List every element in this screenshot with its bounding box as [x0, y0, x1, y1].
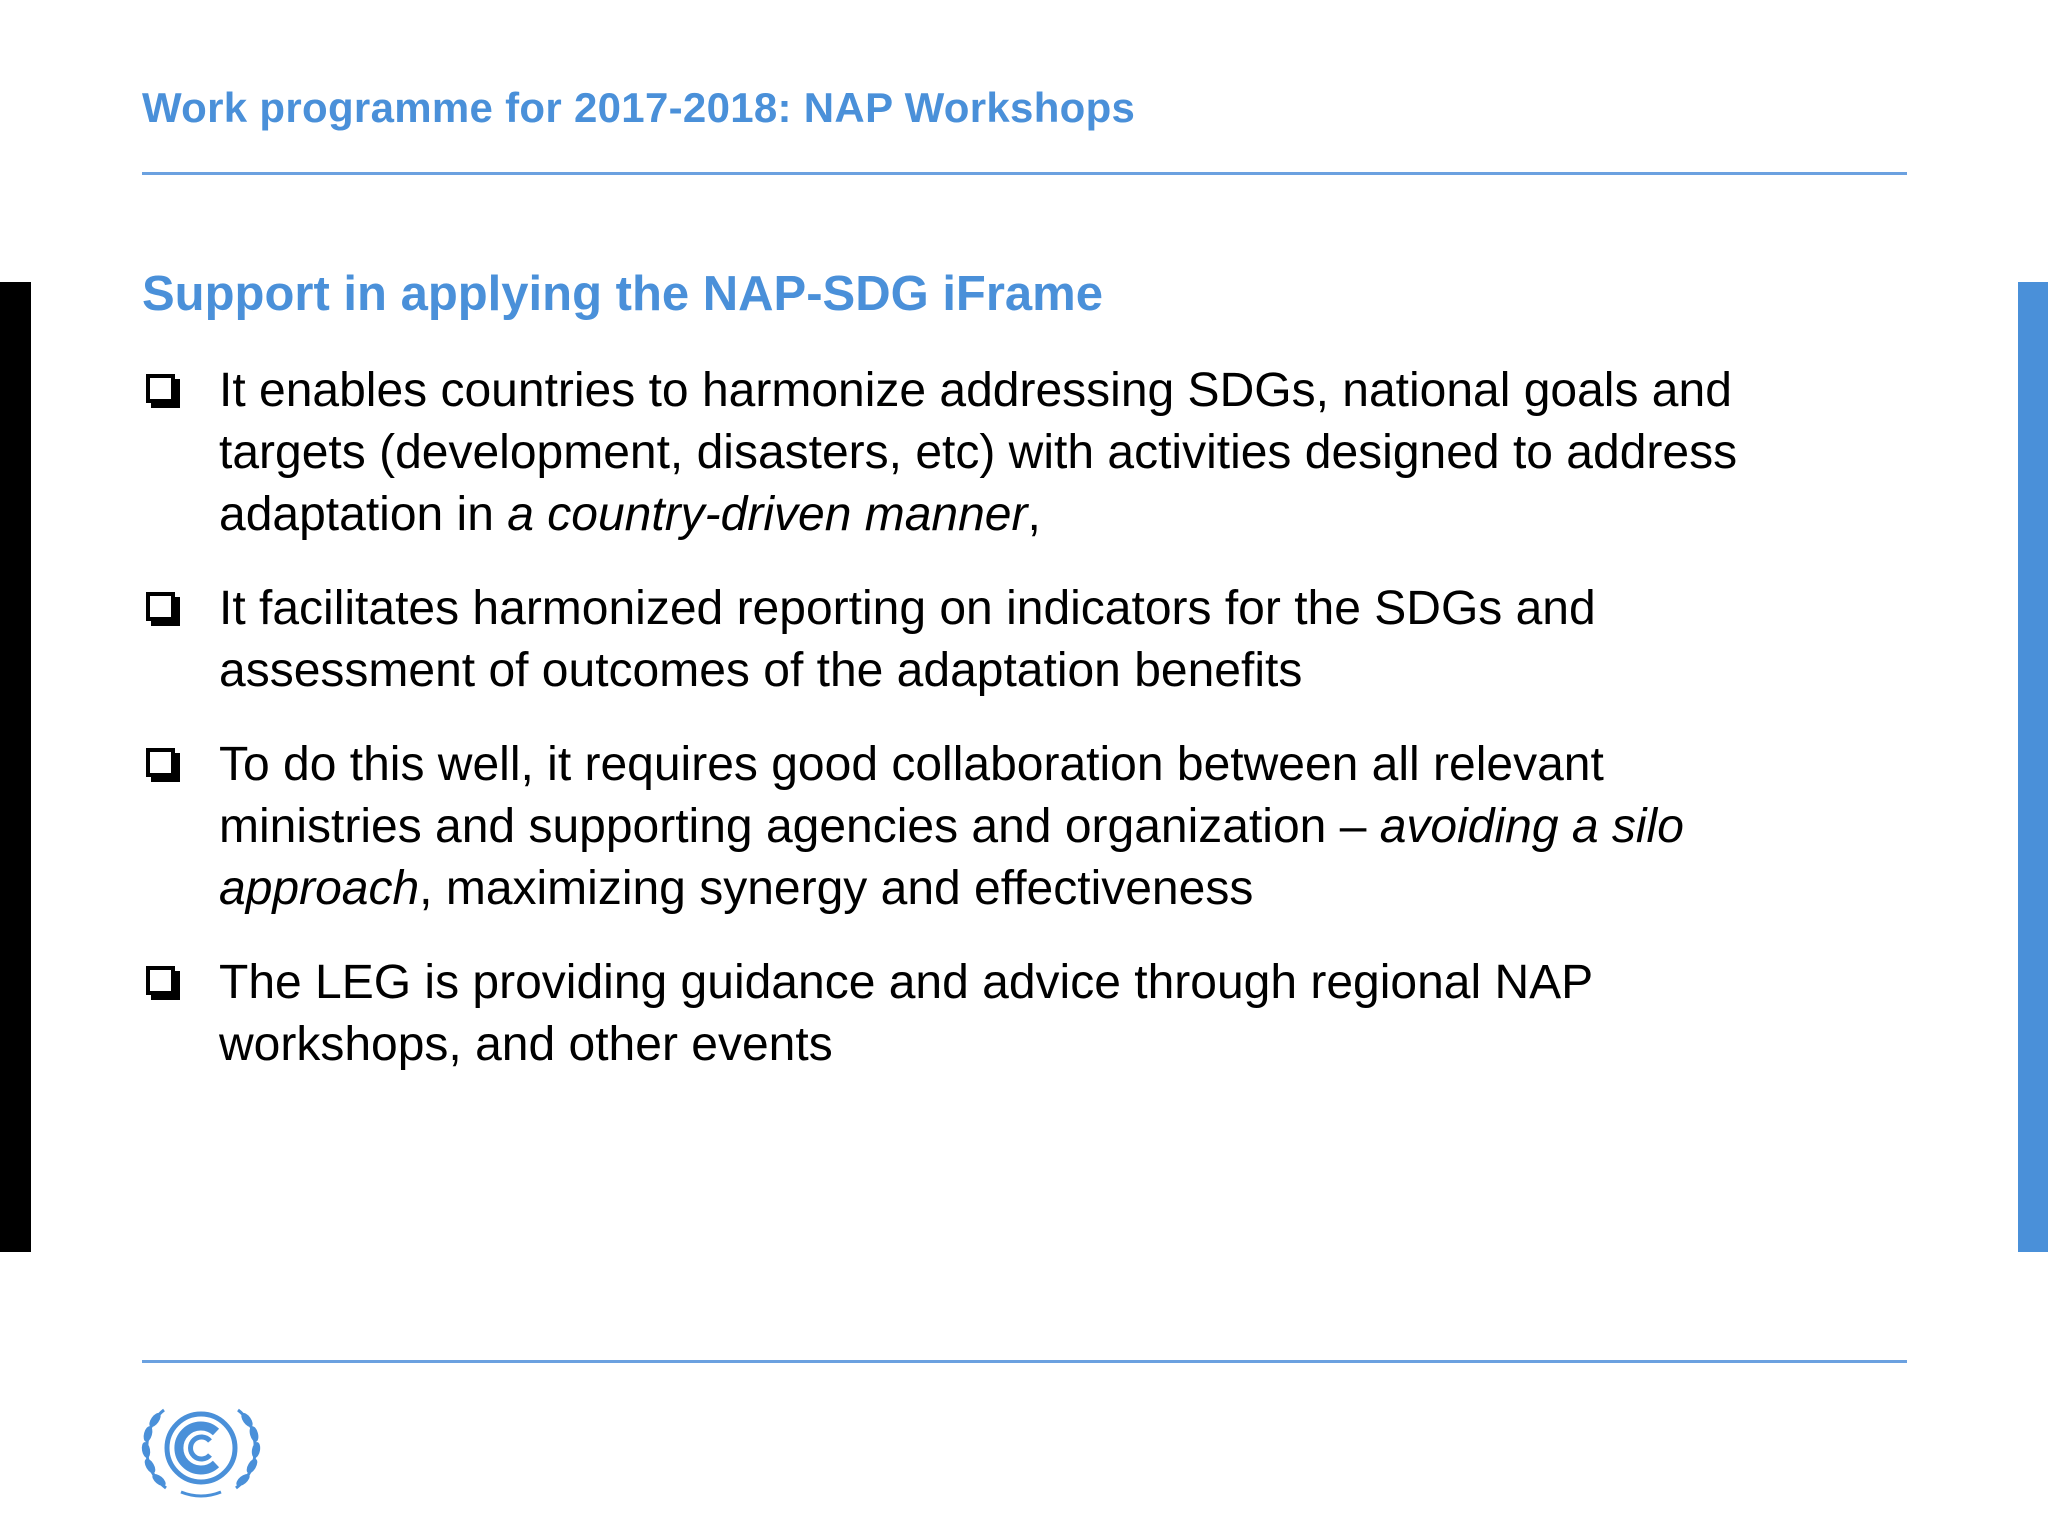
bullet-item	[142, 360, 1802, 546]
bullet-text: , maximizing synergy and effectiveness	[419, 862, 1254, 915]
checkbox-bullet-icon	[146, 966, 175, 995]
bullet-list	[142, 360, 1802, 1108]
top-divider	[142, 172, 1907, 175]
checkbox-bullet-icon	[146, 592, 175, 621]
bottom-divider	[142, 1360, 1907, 1363]
bullet-item	[142, 578, 1802, 702]
bullet-item	[142, 952, 1802, 1076]
slide-title: Work programme for 2017-2018: NAP Workshops	[142, 84, 1136, 131]
left-accent-bar	[0, 282, 31, 1252]
bullet-text: To do this well, it requires good collaboration between all relevant ministries and supporting agencies and organization –	[219, 738, 1604, 853]
bullet-text: It enables countries to harmonize addressing SDGs, national goals and targets (development, disasters, etc) with activities designed to address adaptation in	[219, 364, 1738, 541]
section-subheading: Support in applying the NAP-SDG iFrame	[142, 267, 1104, 321]
bullet-text: ,	[1027, 488, 1041, 541]
checkbox-bullet-icon	[146, 748, 175, 777]
bullet-emphasis: avoiding a silo approach	[219, 800, 1684, 915]
right-accent-bar	[2018, 282, 2048, 1252]
bullet-emphasis: a country-driven manner	[507, 488, 1028, 541]
bullet-text: It facilitates harmonized reporting on indicators for the SDGs and assessment of outcomes of the adaptation benefits	[219, 582, 1596, 697]
bullet-item	[142, 734, 1802, 920]
unfccc-logo-icon	[136, 1396, 266, 1506]
bullet-text: The LEG is providing guidance and advice through regional NAP workshops, and other events	[219, 956, 1593, 1071]
checkbox-bullet-icon	[146, 374, 175, 403]
